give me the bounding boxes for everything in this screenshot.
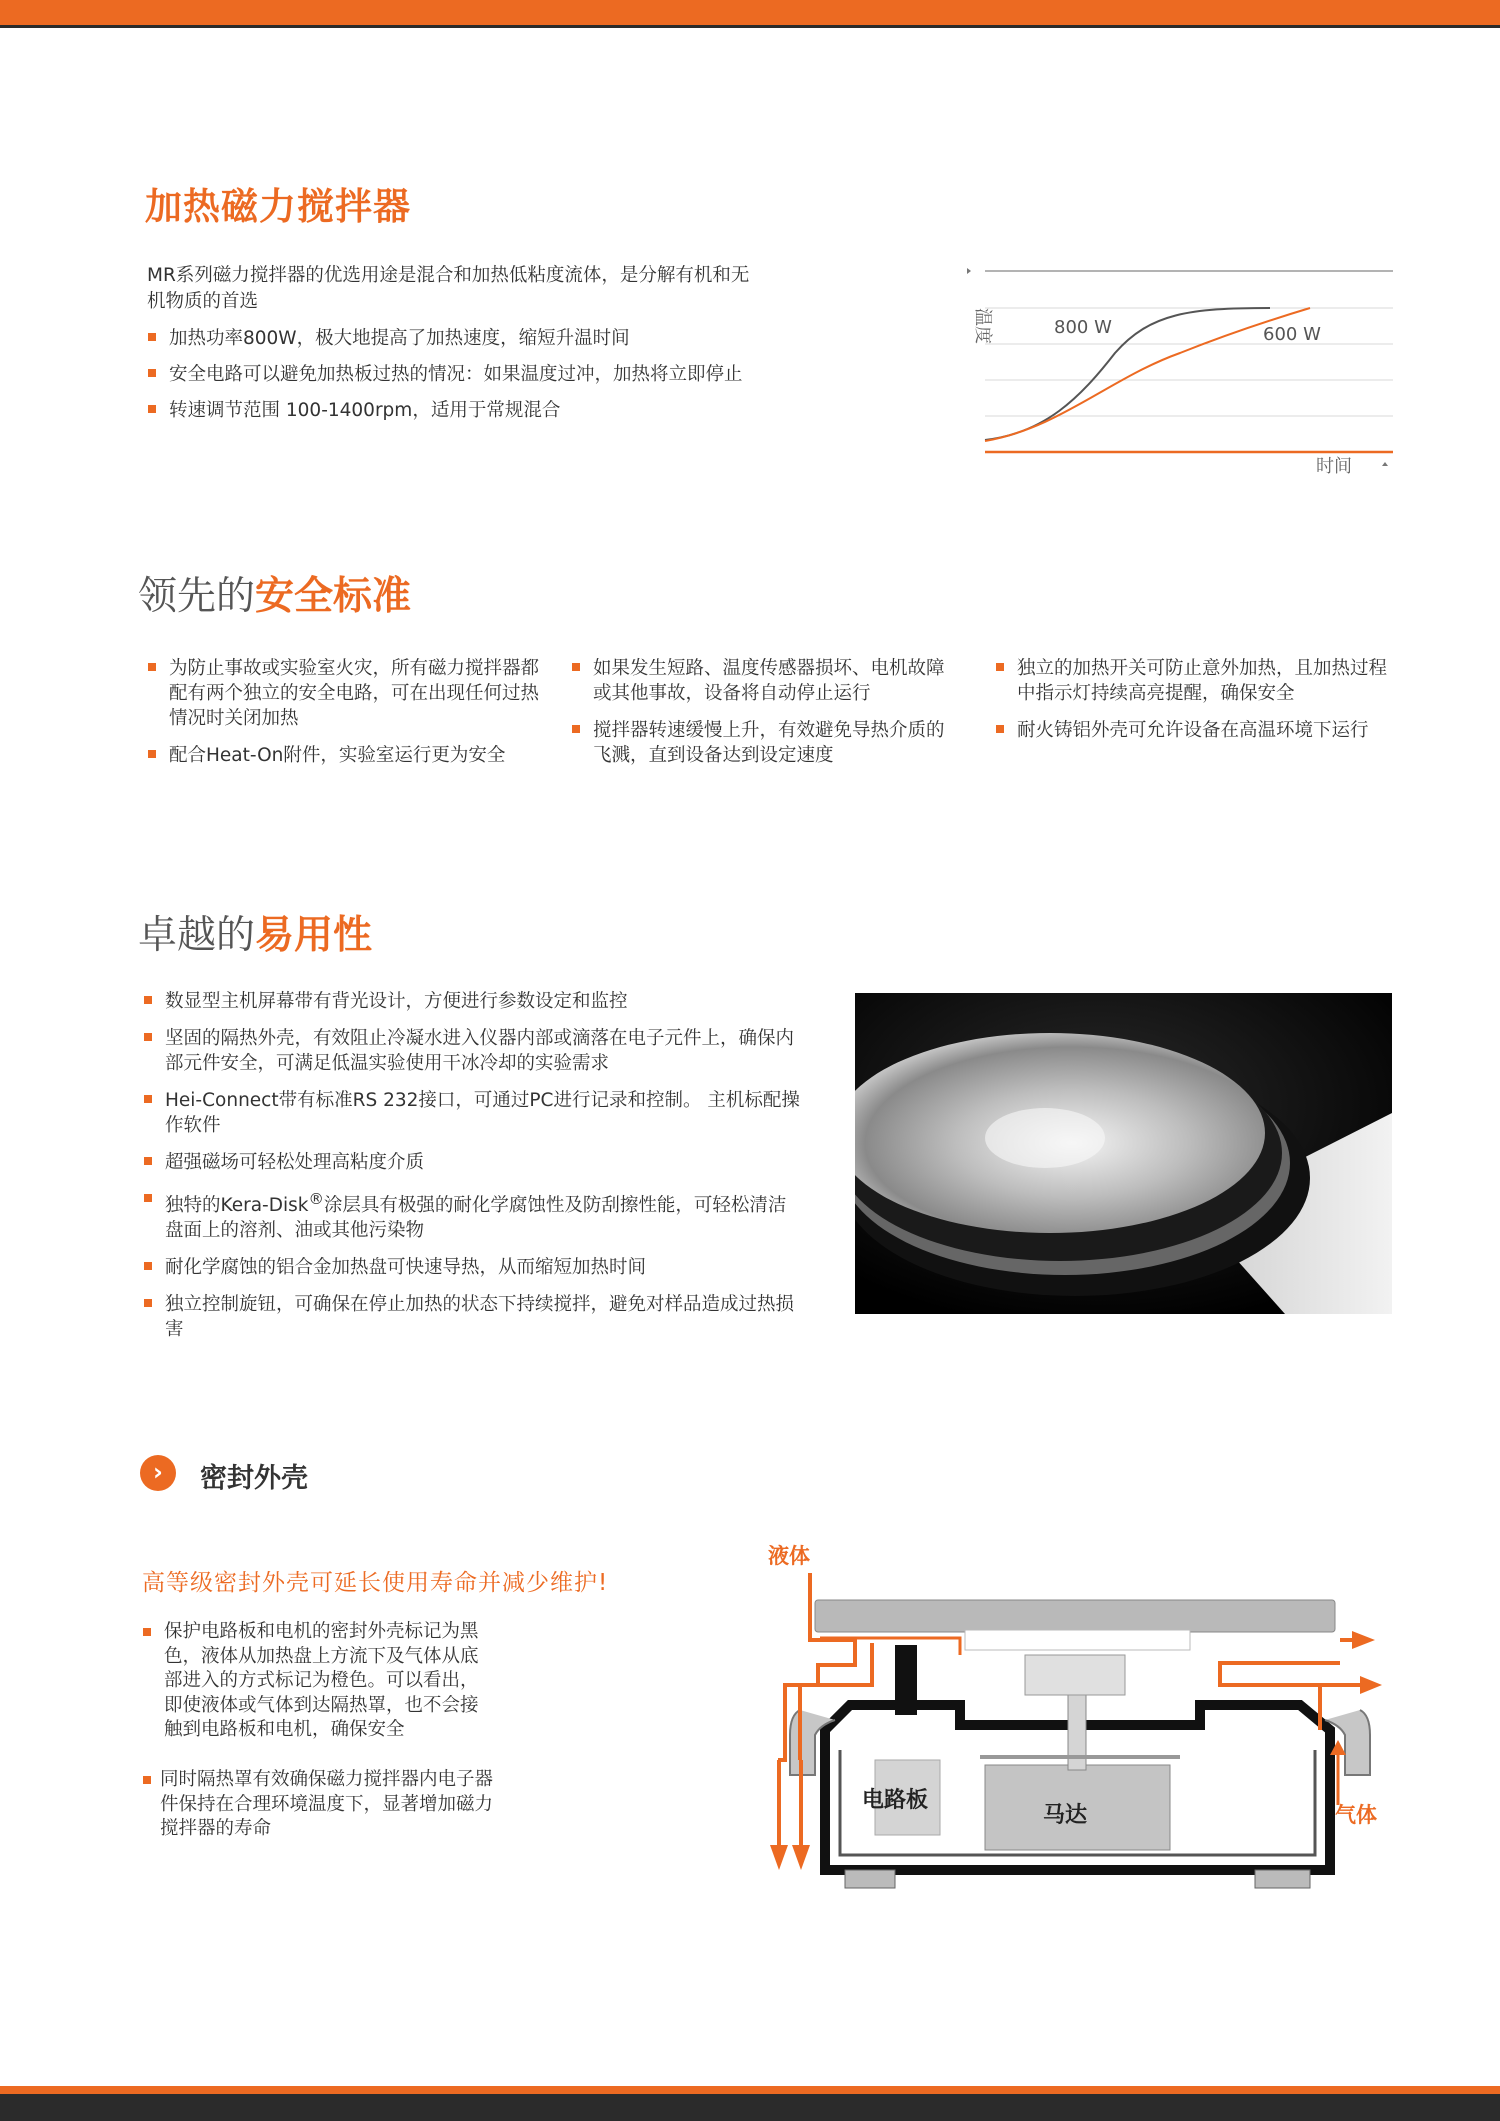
section4-title: 密封外壳	[200, 1463, 308, 1494]
gas-arrow-right-1	[1352, 1631, 1375, 1649]
sealed-housing-bullet-2	[142, 1768, 582, 1842]
usability-bullet-list	[143, 989, 803, 1354]
section2-title-plain: 领先的	[138, 574, 256, 619]
bottom-accent-bar	[0, 2086, 1500, 2121]
list-item: 耐化学腐蚀的铝合金加热盘可快速导热，从而缩短加热时间	[143, 1255, 803, 1280]
series-800w-line	[985, 308, 1270, 440]
gas-flow-right	[1220, 1663, 1340, 1730]
section1-title: 加热磁力搅拌器	[145, 185, 411, 228]
x-axis-label: 时间	[1316, 456, 1352, 477]
list-item: 独立控制旋钮，可确保在停止加热的状态下持续搅拌，避免对样品造成过热损害	[143, 1292, 803, 1342]
x-axis-arrow	[1382, 462, 1388, 466]
list-item: 安全电路可以避免加热板过热的情况：如果温度过冲，加热将立即停止	[147, 362, 847, 387]
left-foot	[845, 1870, 895, 1888]
liquid-arrow-down-2	[792, 1845, 810, 1870]
motor-label: 马达	[1043, 1803, 1088, 1828]
sealed-housing-bullet-1	[142, 1620, 562, 1743]
section2-title-accent: 安全标准	[255, 574, 412, 619]
section3-title	[138, 904, 372, 960]
sealed-housing-diagram	[760, 1535, 1390, 1900]
plate-support	[965, 1630, 1190, 1650]
kera-disk-description: 涂层具有极强的耐化学腐蚀性及防刮擦性能，可轻松清洁盘面上的溶剂、油或其他污染物	[165, 1195, 787, 1242]
section2-title	[138, 565, 411, 621]
section3-title-accent: 易用性	[255, 913, 373, 958]
bullet-marker	[143, 1776, 151, 1784]
kera-disk-text: 独特的Kera-Disk	[165, 1195, 309, 1217]
section1-intro-line2: 机物质的首选	[147, 291, 259, 312]
safety-column-3	[995, 656, 1405, 755]
y-axis-label: 温度	[972, 308, 993, 344]
text-line: 保护电路板和电机的密封外壳标记为黑	[164, 1621, 479, 1642]
bullet-marker	[143, 1628, 151, 1636]
right-foot	[1255, 1870, 1310, 1888]
list-item	[142, 1768, 582, 1842]
text-line: 搅拌器的寿命	[160, 1818, 272, 1839]
section4-subtitle: 高等级密封外壳可延长使用寿命并减少维护!	[142, 1570, 609, 1596]
list-item: 搅拌器转速缓慢上升，有效避免导热介质的飞溅，直到设备达到设定速度	[571, 718, 961, 768]
liquid-arrow-down-1	[770, 1845, 788, 1870]
safety-column-2	[571, 656, 961, 780]
text-line: 同时隔热罩有效确保磁力搅拌器内电子器	[160, 1769, 494, 1790]
list-item: 加热功率800W，极大地提高了加热速度，缩短升温时间	[147, 326, 847, 351]
list-item: 坚固的隔热外壳，有效阻止冷凝水进入仪器内部或滴落在电子元件上，确保内部元件安全，可满足低温实验使用干冰冷却的实验需求	[143, 1026, 803, 1076]
plate-center-highlight	[985, 1108, 1105, 1168]
section1-intro-line1: MR系列磁力搅拌器的优选用途是混合和加热低粘度流体，是分解有机和无	[147, 265, 750, 286]
control-post	[895, 1645, 917, 1715]
text-line: 部进入的方式标记为橙色。可以看出，	[164, 1670, 479, 1691]
list-item: 超强磁场可轻松处理高粘度介质	[143, 1150, 803, 1175]
list-item: 配合Heat-On附件，实验室运行更为安全	[147, 743, 547, 768]
list-item: 独立的加热开关可防止意外加热，且加热过程中指示灯持续高亮提醒，确保安全	[995, 656, 1405, 706]
series-800w-label: 800 W	[1054, 317, 1112, 338]
list-item: Hei-Connect带有标准RS 232接口，可通过PC进行记录和控制。 主机标配操作软件	[143, 1088, 803, 1138]
magnet-assembly	[1025, 1655, 1125, 1695]
list-item: 为防止事故或实验室火灾，所有磁力搅拌器都配有两个独立的安全电路，可在出现任何过热情况时关闭加热	[147, 656, 547, 731]
text-line: 色，液体从加热盘上方流下及气体从底	[164, 1645, 479, 1667]
section1-intro	[147, 263, 827, 315]
heating-plate-photo	[855, 993, 1392, 1314]
temperature-chart	[950, 258, 1400, 483]
top-accent-bar	[0, 0, 1500, 28]
list-item	[142, 1620, 562, 1743]
gas-label: 气体	[1335, 1803, 1377, 1827]
registered-mark: ®	[308, 1190, 324, 1208]
chevron-right-icon: ›	[140, 1455, 176, 1491]
list-item: 耐火铸铝外壳可允许设备在高温环境下运行	[995, 718, 1405, 743]
text-line: 即使液体或气体到达隔热罩，也不会接	[164, 1694, 479, 1716]
series-600w-label: 600 W	[1263, 324, 1321, 345]
circuit-board-label: 电路板	[862, 1788, 929, 1813]
list-item: 转速调节范围 100-1400rpm，适用于常规混合	[147, 398, 847, 423]
text-line: 触到电路板和电机，确保安全	[164, 1719, 405, 1740]
heating-plate	[815, 1600, 1335, 1632]
safety-column-1	[147, 656, 547, 780]
list-item: 数显型主机屏幕带有背光设计，方便进行参数设定和监控	[143, 989, 803, 1014]
liquid-label: 液体	[768, 1544, 810, 1568]
list-item-kera-disk	[143, 1187, 803, 1243]
gas-arrow-right-2	[1360, 1676, 1382, 1694]
series-600w-line	[985, 308, 1310, 441]
section3-title-plain: 卓越的	[138, 913, 256, 958]
text-line: 件保持在合理环境温度下，显著增加磁力	[160, 1793, 494, 1815]
list-item: 如果发生短路、温度传感器损坏、电机故障或其他事故，设备将自动停止运行	[571, 656, 961, 706]
y-axis-arrow	[967, 268, 971, 274]
section1-bullet-list	[147, 326, 847, 436]
